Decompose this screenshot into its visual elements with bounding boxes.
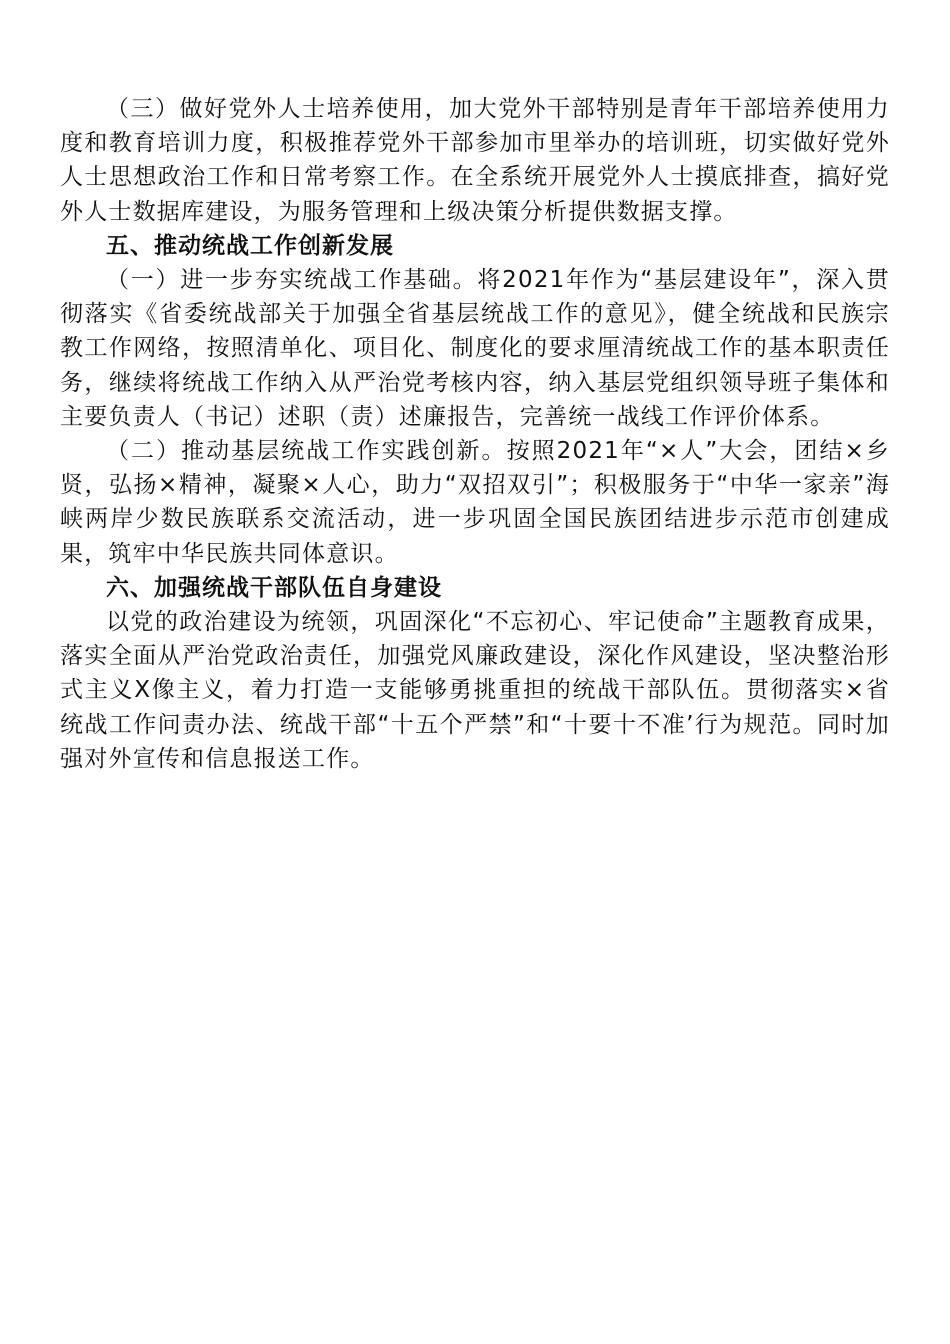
paragraph-cultivation: （三）做好党外人士培养使用，加大党外干部特别是青年干部培养使用力度和教育培训力度，积极推荐党外干部参加市里举办的培训班，切实做好党外人士思想政治工作和日常考察工作。在全系统开展党外人士摸底排查，搞好党外人士数据库建设，为服务管理和上级决策分析提供数据支撑。 xyxy=(60,96,890,225)
paragraph-foundation: （一）进一步夯实统战工作基础。将2021年作为“基层建设年”，深入贯彻落实《省委统战部关于加强全省基层统战工作的意见》，健全统战和民族宗教工作网络，按照清单化、项目化、制度化的要求厘清统战工作的基本职责任务，继续将统战工作纳入从严治党考核内容，纳入基层党组织领导班子集体和主要负责人（书记）述职（责）述廉报告，完善统一战线工作评价体系。 xyxy=(60,267,890,430)
paragraph-team-building: 以党的政治建设为统领，巩固深化“不忘初心、牢记使命”主题教育成果，落实全面从严治党政治责任，加强党风廉政建设，深化作风建设，坚决整治形式主义X像主义，着力打造一支能够勇挑重担的统战干部队伍。贯彻落实×省统战工作问责办法、统战干部“十五个严禁”和“十要十不准’行为规范。同时加强对外宣传和信息报送工作。 xyxy=(60,609,890,772)
section-heading-five: 五、推动统战工作创新发展 xyxy=(106,232,394,259)
paragraph-innovation: （二）推动基层统战工作实践创新。按照2021年“×人”大会，团结×乡贤，弘扬×精神，凝聚×人心，助力“双招双引”；积极服务于“中华一家亲”海峡两岸少数民族联系交流活动，进一步巩固全国民族团结进步示范市创建成果，筑牢中华民族共同体意识。 xyxy=(60,438,890,567)
section-heading-six: 六、加强统战干部队伍自身建设 xyxy=(106,574,442,601)
document-body xyxy=(60,92,890,776)
